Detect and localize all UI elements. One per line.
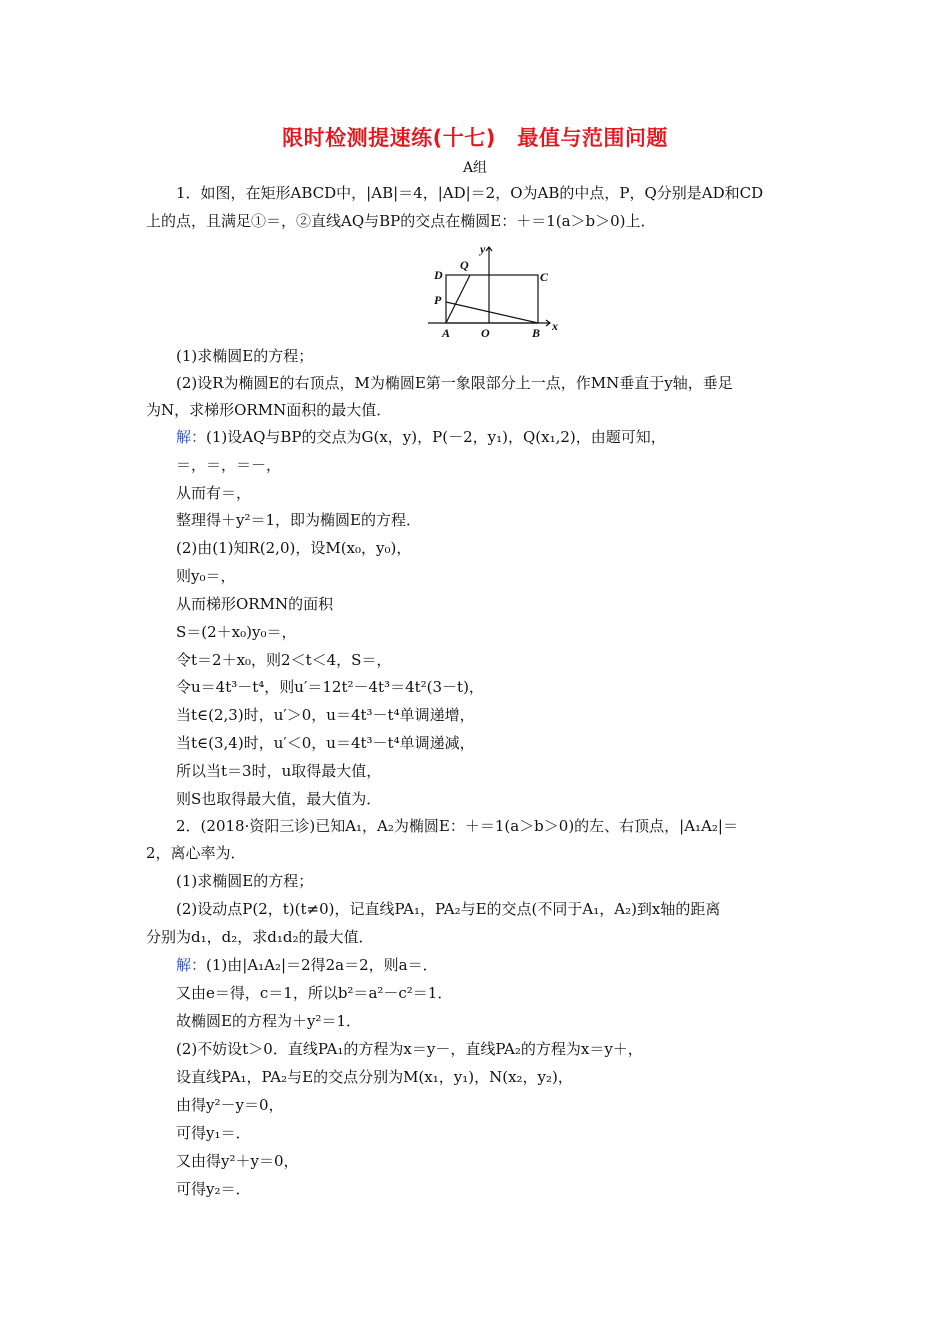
solution-1-line-2: ＝，＝，＝－，	[176, 456, 282, 474]
solution-1-line-12: 当t∈(3,4)时，u′＜0，u＝4t³－t⁴单调递减，	[176, 734, 475, 752]
problem-2-line-2: 2，离心率为．	[146, 844, 246, 862]
group-heading: A组	[462, 160, 488, 176]
solution-label: 解：	[176, 956, 207, 974]
solution-1-line-6: 则y₀＝，	[176, 567, 236, 585]
solution-1-line-8: S＝(2＋x₀)y₀＝，	[176, 623, 297, 641]
label-q: Q	[460, 258, 469, 272]
solution-1-line-4: 整理得＋y²＝1，即为椭圆E的方程．	[176, 511, 421, 529]
solution-2-line-1: 解：(1)由|A₁A₂|＝2得2a＝2，则a＝．	[176, 956, 438, 974]
label-x: x	[552, 319, 558, 333]
solution-label: 解：	[176, 428, 207, 446]
label-c: C	[540, 270, 549, 284]
solution-2-line-3: 故椭圆E的方程为＋y²＝1．	[176, 1012, 361, 1030]
solution-1-line-3: 从而有＝，	[176, 484, 252, 502]
solution-1-line-7: 从而梯形ORMN的面积	[176, 595, 334, 613]
solution-2-line-7: 可得y₁＝．	[176, 1124, 251, 1142]
rectangle-figure	[428, 241, 560, 339]
label-o: O	[481, 326, 490, 339]
line-bp	[446, 302, 538, 323]
problem-1-part-2-line-1: (2)设R为椭圆E的右顶点，M为椭圆E第一象限部分上一点，作MN垂直于y轴，垂足	[176, 374, 733, 392]
solution-1-line-10: 令u＝4t³－t⁴，则u′＝12t²－4t³＝4t²(3－t)，	[176, 678, 484, 696]
problem-1-line-2: 上的点，且满足①＝，②直线AQ与BP的交点在椭圆E：＋＝1(a＞b＞0)上．	[146, 212, 656, 230]
line-aq	[446, 275, 470, 323]
solution-1-line-1: 解：(1)设AQ与BP的交点为G(x，y)，P(－2，y₁)，Q(x₁,2)，由题可知，	[176, 428, 666, 446]
page-title: 限时检测提速练(十七) 最值与范围问题	[282, 126, 668, 150]
solution-1-line-5: (2)由(1)知R(2,0)，设M(x₀，y₀)，	[176, 539, 412, 557]
label-y: y	[480, 242, 486, 256]
solution-1-line-11: 当t∈(2,3)时，u′＞0，u＝4t³－t⁴单调递增，	[176, 706, 475, 724]
problem-2-part-2-line-1: (2)设动点P(2，t)(t≠0)，记直线PA₁，PA₂与E的交点(不同于A₁，A₂)到x轴的距离	[176, 900, 721, 918]
solution-1-line-9: 令t＝2＋x₀，则2＜t＜4，S＝，	[176, 651, 392, 669]
solution-1-line-14: 则S也取得最大值，最大值为．	[176, 790, 382, 808]
label-p: P	[434, 293, 442, 307]
solution-2-line-5: 设直线PA₁，PA₂与E的交点分别为M(x₁，y₁)，N(x₂，y₂)，	[176, 1068, 573, 1086]
solution-1-line-13: 所以当t＝3时，u取得最大值，	[176, 762, 382, 780]
problem-2-part-1: (1)求椭圆E的方程；	[176, 872, 314, 890]
solution-2-line-9: 可得y₂＝．	[176, 1180, 251, 1198]
label-b: B	[532, 326, 541, 339]
problem-2-part-2-line-2: 分别为d₁，d₂，求d₁d₂的最大值．	[146, 928, 374, 946]
problem-2-line-1: 2．(2018·资阳三诊)已知A₁，A₂为椭圆E：＋＝1(a＞b＞0)的左、右顶点，|A₁A₂|＝	[176, 817, 738, 835]
solution-2-line-2: 又由e＝得，c＝1，所以b²＝a²－c²＝1．	[176, 984, 453, 1002]
problem-1-part-2-line-2: 为N，求梯形ORMN面积的最大值．	[146, 401, 392, 419]
solution-2-line-6: 由得y²－y＝0，	[176, 1096, 284, 1114]
solution-2-line-4: (2)不妨设t＞0．直线PA₁的方程为x＝y－，直线PA₂的方程为x＝y＋，	[176, 1040, 643, 1058]
rectangle-abcd	[446, 275, 538, 323]
label-d: D	[434, 268, 443, 282]
problem-1-part-1: (1)求椭圆E的方程；	[176, 347, 314, 365]
problem-1-line-1: 1．如图，在矩形ABCD中，|AB|＝4，|AD|＝2，O为AB的中点，P，Q分别是AD和CD	[176, 184, 764, 202]
label-a: A	[442, 326, 451, 339]
solution-2-line-8: 又由得y²＋y＝0，	[176, 1152, 299, 1170]
